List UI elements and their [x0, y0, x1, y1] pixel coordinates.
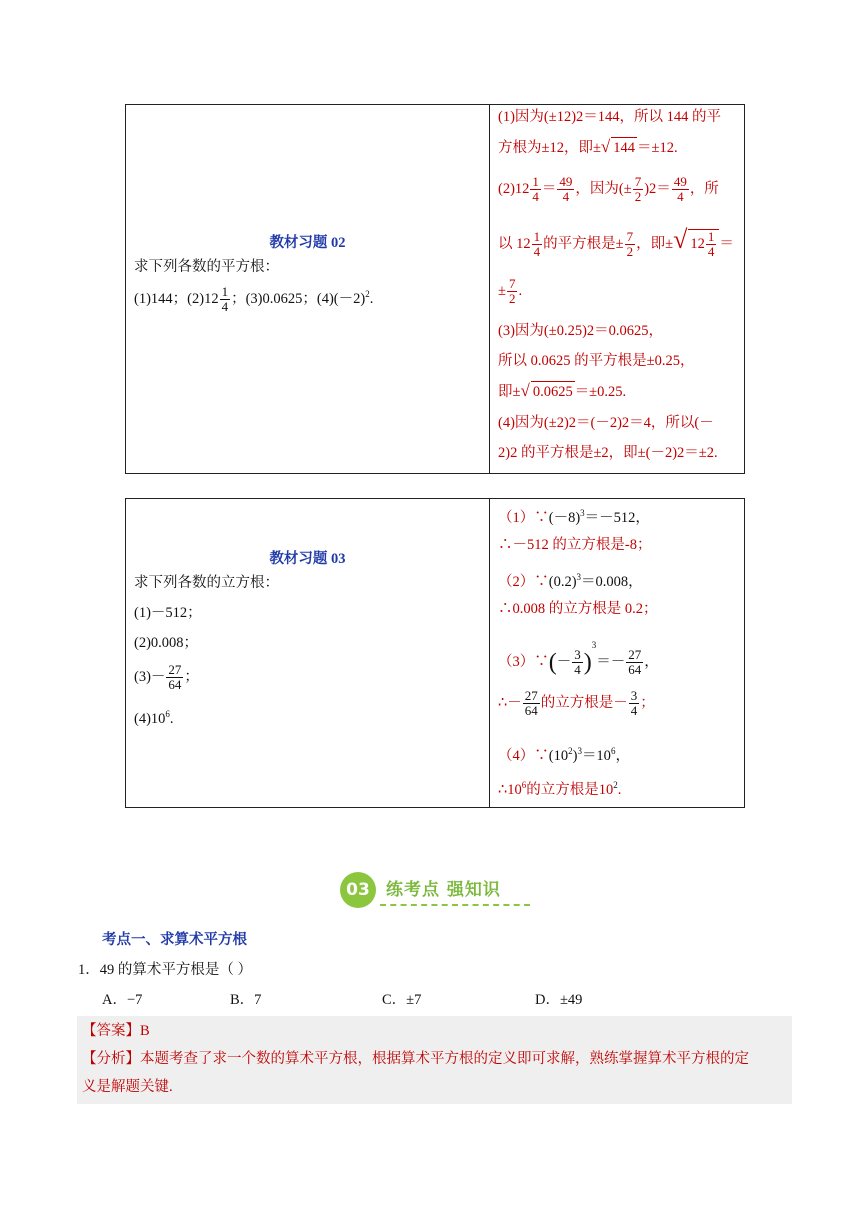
exercise-03-table — [125, 498, 745, 808]
answer-line: (1)因为(±12)2＝144，所以 144 的平 — [498, 109, 722, 125]
fraction: $\frac{1}{4}$ — [221, 284, 229, 314]
answer-line: 即±√ 0.0625 ＝±0.25. — [498, 381, 627, 400]
keypoint-heading: 考点一、求算术平方根 — [102, 932, 247, 948]
answer-line: $(2)\because(0.2)^3=0.008$， — [498, 572, 643, 590]
exercise-03-prompt: 求下列各数的立方根： — [134, 575, 279, 591]
answer-line: ± $\frac{7}{2}$ . — [498, 276, 523, 306]
exercise-03-title: 教材习题 03 — [269, 551, 346, 567]
exercise-02-answer-cell — [490, 105, 744, 473]
answer-line: 所以 0.0625 的平方根是±0.25， — [498, 353, 695, 369]
answer-line: (4)因为(±2)2＝(－2)2＝4，所以(－ — [498, 415, 714, 431]
exercise-03-item-3: (3)－ $\frac{27}{64}$ ； — [134, 662, 199, 692]
exercise-02-table — [125, 104, 745, 474]
analysis-line: 【分析】本题考查了求一个数的算术平方根，根据算术平方根的定义即可求解，熟练掌握算术平方根的定 — [82, 1051, 749, 1067]
answer-line: ∴－ $\frac{27}{64}$ 的立方根是－ $\frac{3}{4}$ ； — [498, 688, 655, 718]
answer-line: ∴0.008 的立方根是 0.2； — [498, 601, 658, 617]
exercise-03-question-cell — [126, 499, 490, 807]
option-a: A．−7 — [102, 992, 143, 1008]
exercise-03-item-2: (2)0.008； — [134, 635, 199, 651]
exercise-02-title: 教材习题 02 — [269, 235, 346, 251]
exercise-02-items: (1)144；(2)12 $\frac{1}{4}$ ；(3)0.0625；$(4)(-2)^2$. — [134, 284, 374, 314]
option-d: D．±49 — [535, 992, 583, 1008]
answer-line: $(1)\because(-8)^3=-512$， — [498, 508, 650, 526]
exercise-02-question-cell — [126, 105, 490, 473]
answer-line: (3)因为(±0.25)2＝0.0625， — [498, 323, 664, 339]
answer-line: $\therefore 10^6$的立方根是$10^2$. — [498, 780, 622, 798]
answer-line: 2)2 的平方根是±2，即±(－2)2＝±2. — [498, 445, 718, 461]
answer-line: 方根为±12，即±√ 144 ＝±12. — [498, 137, 678, 156]
section-number-badge: 03 — [340, 872, 376, 908]
answer-label: 【答案】B — [82, 1023, 150, 1039]
option-b: B．7 — [230, 992, 262, 1008]
section-banner — [340, 868, 540, 912]
banner-divider — [380, 904, 530, 906]
exercise-03-answer-cell — [490, 499, 744, 807]
question-stem: 1．49 的算术平方根是（ ） — [78, 962, 252, 978]
answer-line: （3）∵(－ $\frac{3}{4}$ )$^3$＝－ $\frac{27}{64}$ ， — [498, 640, 659, 678]
option-c: C．±7 — [382, 992, 422, 1008]
section-banner-title: 练考点 强知识 — [386, 880, 501, 900]
analysis-line: 义是解题关键. — [82, 1079, 173, 1095]
answer-box — [77, 1016, 792, 1104]
exercise-02-prompt: 求下列各数的平方根： — [134, 259, 279, 275]
answer-line: (2)12 $\frac{1}{4}$ ＝ $\frac{49}{4}$ ，因为(± $\frac{7}{2}$ )2＝ $\frac{49}{4}$ ，所 — [498, 174, 719, 204]
exercise-03-item-1: (1)－512； — [134, 605, 202, 621]
answer-line: $(4)\because(10^2)^3=10^6$， — [498, 746, 630, 764]
answer-line: ∴－512 的立方根是-8； — [498, 537, 652, 553]
exercise-03-item-4: $(4)10^6$. — [134, 709, 174, 727]
answer-line: 以 12 $\frac{1}{4}$ 的平方根是± $\frac{7}{2}$ ，即±√ 12 $\frac{1}{4}$ ＝ — [498, 224, 734, 259]
